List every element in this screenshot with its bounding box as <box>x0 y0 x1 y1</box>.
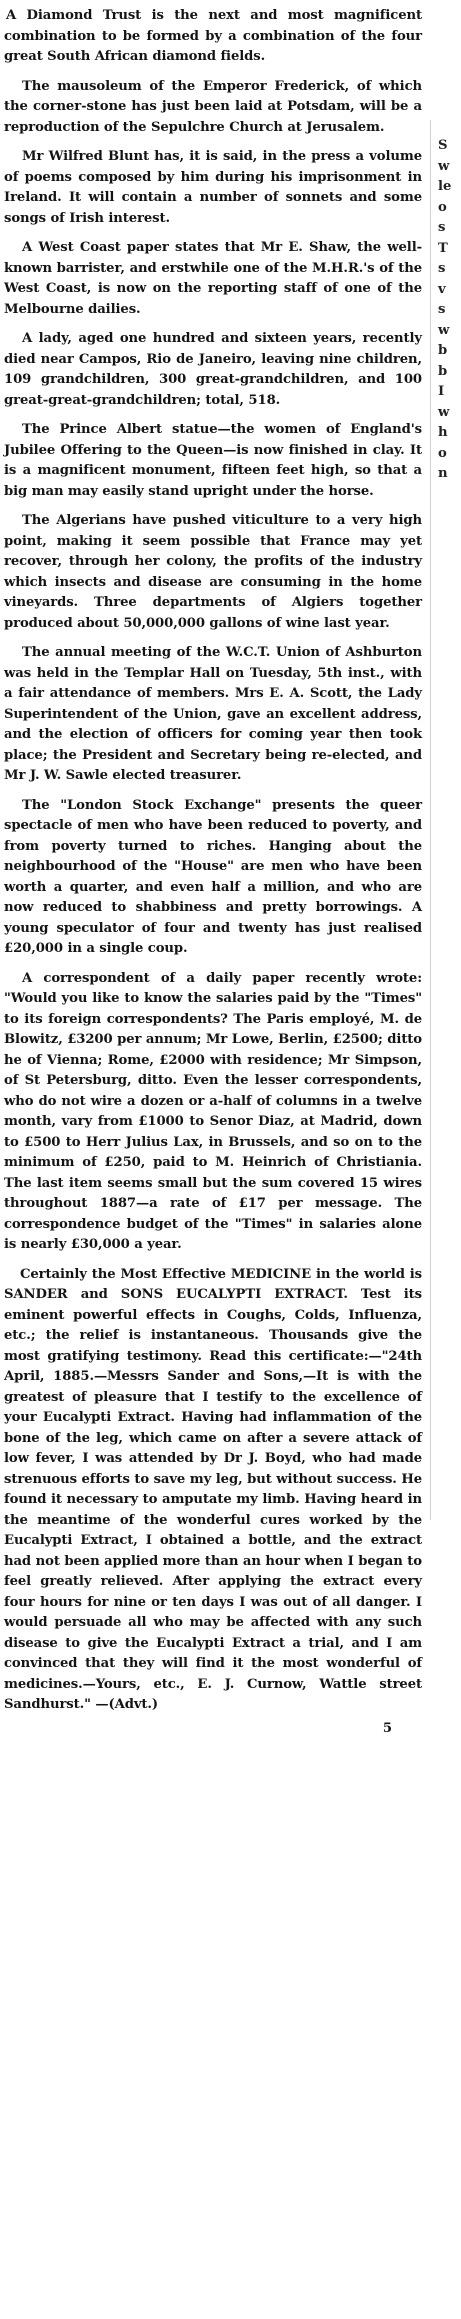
paragraph-aged-lady: A lady, aged one hundred and sixteen years, recently died near Campos, Rio de Janeiro, leaving nine children, 109 grandchildren, 300 great-grandchildren, and 100 great-great-grandchildren; total, 518. <box>4 331 422 408</box>
edge-letter: n <box>438 466 448 481</box>
edge-letter: h <box>438 425 448 440</box>
edge-letter: o <box>438 445 447 461</box>
edge-letter: s <box>438 261 446 276</box>
edge-letter: b <box>438 363 448 379</box>
edge-letter: b <box>438 343 448 358</box>
edge-letter: o <box>438 199 447 215</box>
edge-letter: T <box>438 240 448 256</box>
column-divider <box>430 120 431 1520</box>
edge-letter: w <box>438 404 450 420</box>
paragraph-algerian-viticulture: The Algerians have pushed viticulture to a very high point, making it seem possible that France may yet recover, through her colony, the profits of the industry which insects and disease are consuming in the home vineyards. Three departments of Algiers together produced about 50,000,000 gallons of wine last year. <box>4 513 422 631</box>
edge-letter: s <box>438 220 446 235</box>
advertisement-eucalypti-extract: Certainly the Most Effective MEDICINE in the world is SANDER and SONS EUCALYPTI EXTRACT. Test its eminent powerful effects in Coughs, Colds, Influenza, etc.; the relief is instantaneous. Thousands give the most gratifying testimony. Read this certificate:—"24th April, 1885.—Messrs Sander and Sons,—It is with the greatest of pleasure that I testify to the excellence of your Eucalypti Extract. Having had inflammation of the bone of the leg, which came on after a severe attack of low fever, I was attended by Dr J. Boyd, who had made strenuous efforts to save my leg, but without success. He found it necessary to amputate my limb. Having heard in the meantime of the wonderful cures worked by the Eucalypti Extract, I obtained a bottle, and the extract had not been applied more than an hour when I began to feel greatly relieved. After applying the extract every four hours for nine or ten days I was out of all danger. I would persuade all who may be affected with any such disease to give the Eucalypti Extract a trial, and I am convinced that they will find it the most wonderful of medicines.—Yours, etc., E. J. Curnow, Wattle street Sandhurst." —(Advt.) <box>4 1266 422 1712</box>
footer-mark: 5 <box>382 1720 392 1736</box>
edge-letter: s <box>438 302 446 317</box>
news-column <box>4 6 422 1739</box>
edge-letter: w <box>438 322 450 338</box>
edge-letter: w <box>438 158 450 174</box>
paragraph-diamond-trust: A Diamond Trust is the next and most magnificent combination to be formed by a combination of the four great South African diamond fields. <box>4 8 422 64</box>
paragraph-mausoleum: The mausoleum of the Emperor Frederick, of which the corner-stone has just been laid at Potsdam, will be a reproduction of the Sepulchre Church at Jerusalem. <box>4 78 422 135</box>
adjacent-column-edge <box>438 136 456 485</box>
edge-letter: S <box>438 138 448 153</box>
paragraph-times-salaries: A correspondent of a daily paper recently wrote: "Would you like to know the salaries paid by the "Times" to its foreign correspondents? The Paris employé, M. de Blowitz, £3200 per annum; Mr Lowe, Berlin, £2500; ditto he of Vienna; Rome, £2000 with residence; Mr Simpson, of St Petersburg, ditto. Even the lesser correspondents, who do not wire a dozen or a-half of columns in a twelve month, vary from £1000 to Senor Diaz, at Madrid, down to £500 to Herr Julius Lax, in Brussels, and so on to the minimum of £250, paid to M. Heinrich of Christiania. The last item seems small but the sum covered 15 wires throughout 1887—a rate of £17 per message. The correspondence budget of the "Times" in salaries alone is nearly £30,000 a year. <box>4 970 422 1252</box>
paragraph-wct-union: The annual meeting of the W.C.T. Union of Ashburton was held in the Templar Hall on Tuesday, 5th inst., with a fair attendance of members. Mrs E. A. Scott, the Lady Superintendent of the Union, gave an excellent address, and the election of officers for coming year then took place; the President and Secretary being re-elected, and Mr J. W. Sawle elected treasurer. <box>4 645 422 783</box>
edge-letter: le <box>438 179 452 194</box>
paragraph-prince-albert-statue: The Prince Albert statue—the women of England's Jubilee Offering to the Queen—is now finished in clay. It is a magnificent monument, fifteen feet high, so that a big man may easily stand upright under the horse. <box>4 422 422 499</box>
paragraph-west-coast: A West Coast paper states that Mr E. Shaw, the well-known barrister, and erstwhile one of the M.H.R.'s of the West Coast, is now on the reporting staff of one of the Melbourne dailies. <box>4 240 422 317</box>
edge-letter: I <box>438 384 445 399</box>
paragraph-wilfred-blunt: Mr Wilfred Blunt has, it is said, in the press a volume of poems composed by him during his imprisonment in Ireland. It will contain a number of sonnets and some songs of Irish interest. <box>4 149 422 226</box>
edge-letter: v <box>438 281 446 297</box>
paragraph-stock-exchange: The "London Stock Exchange" presents the queer spectacle of men who have been reduced to poverty, and from poverty turned to riches. Hanging about the neighbourhood of the "House" are men who have been worth a quarter, and even half a million, and who are now reduced to shabbiness and pretty borrowings. A young speculator of four and twenty has just realised £20,000 in a single coup. <box>4 797 422 956</box>
